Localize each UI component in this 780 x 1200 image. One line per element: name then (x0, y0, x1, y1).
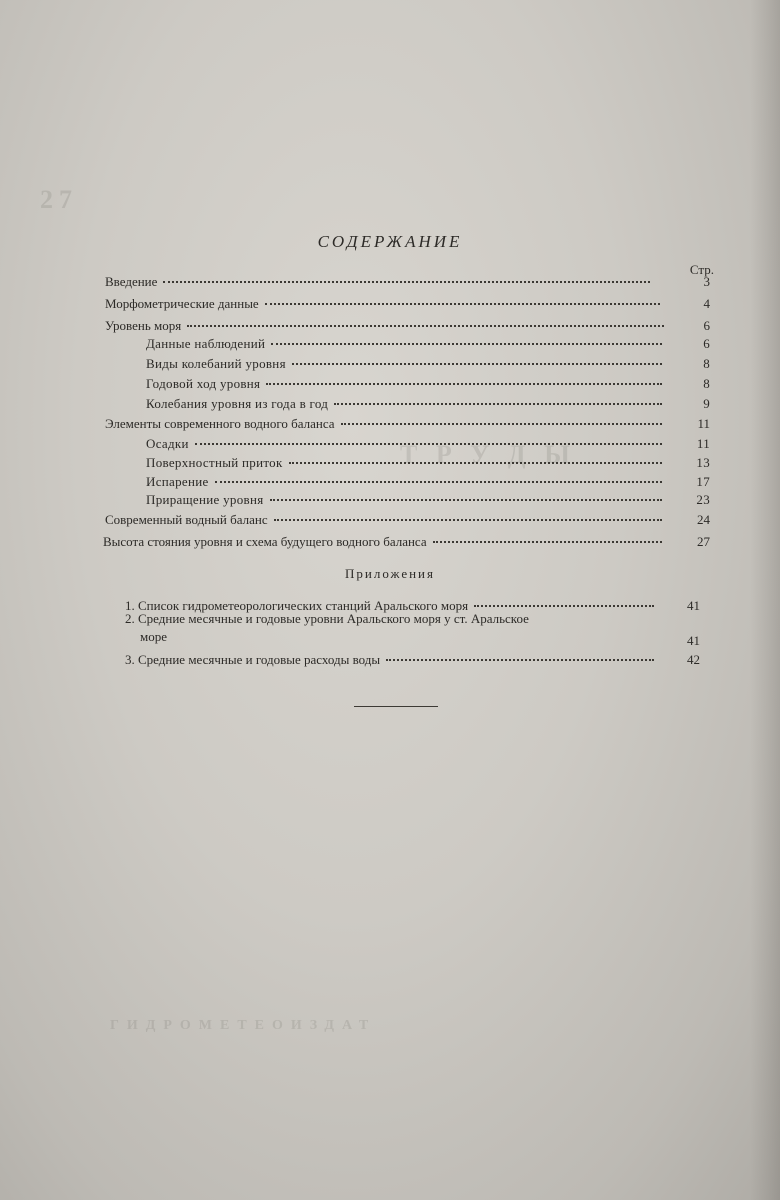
toc-entry-page: 23 (696, 492, 710, 507)
appendix-entry (125, 611, 700, 629)
toc-entry-label: Современный водный баланс (105, 512, 268, 527)
toc-subentry (146, 356, 710, 374)
bleed-through-mark: 27 (40, 185, 78, 214)
appendix-entry-label-cont: море (140, 629, 167, 644)
toc-entry-page: 8 (703, 376, 710, 391)
appendix-entry-label: 1. Список гидрометеорологических станций Аральского моря (125, 598, 469, 613)
leader-dots (187, 325, 664, 327)
closing-rule (354, 706, 438, 707)
toc-entry-label: Осадки (146, 436, 189, 451)
toc-entry-page: 17 (696, 474, 710, 489)
leader-dots (163, 281, 650, 283)
toc-entry-page: 27 (697, 534, 710, 549)
leader-dots (195, 443, 662, 445)
toc-entry-label: Поверхностный приток (146, 455, 283, 470)
toc-entry (105, 512, 710, 530)
toc-entry (105, 416, 710, 434)
leader-dots (341, 423, 662, 425)
leader-dots (386, 659, 654, 661)
toc-subentry (146, 336, 710, 354)
toc-entry-page: 8 (703, 356, 710, 371)
toc-entry-page: 6 (703, 318, 710, 333)
toc-entry-page: 9 (703, 396, 710, 411)
toc-entry-label: Элементы современного водного баланса (105, 416, 335, 431)
leader-dots (433, 541, 662, 543)
toc-subentry (146, 492, 710, 510)
toc-entry-label: Уровень моря (105, 318, 182, 333)
toc-entry-label: Высота стояния уровня и схема будущего водного баланса (103, 534, 427, 549)
leader-dots (266, 383, 662, 385)
page-title: СОДЕРЖАНИЕ (317, 232, 463, 251)
toc-entry-page: 24 (697, 512, 710, 527)
appendix-entry-continuation (140, 629, 700, 647)
leader-dots (215, 481, 662, 483)
toc-subentry (146, 474, 710, 492)
toc-entry-label: Введение (105, 274, 158, 289)
page-column-header: Стр. (689, 262, 714, 277)
toc-entry (105, 296, 710, 314)
toc-entry-page: 13 (696, 455, 710, 470)
leader-dots (274, 519, 662, 521)
toc-subentry (146, 396, 710, 414)
toc-entry-label: Приращение уровня (146, 492, 264, 507)
toc-entry (105, 274, 710, 292)
toc-entry-label: Испарение (146, 474, 209, 489)
toc-entry-label: Колебания уровня из года в год (146, 396, 329, 411)
toc-entry-label: Данные наблюдений (146, 336, 266, 351)
appendix-entry-page: 41 (687, 598, 700, 613)
toc-entry (103, 534, 710, 552)
leader-dots (289, 462, 662, 464)
appendix-entry (125, 652, 700, 670)
toc-entry-page: 3 (703, 274, 710, 289)
toc-subentry (146, 436, 710, 454)
bleed-through-mark: Т Р У Д Ы (400, 440, 576, 469)
toc-entry-page: 6 (703, 336, 710, 351)
appendix-entry-label: 2. Средние месячные и годовые уровни Аральского моря у ст. Аральское (125, 611, 529, 626)
toc-entry-label: Виды колебаний уровня (146, 356, 286, 371)
toc-entry (105, 318, 710, 336)
leader-dots (292, 363, 662, 365)
leader-dots (271, 343, 662, 345)
toc-entry-label: Годовой ход уровня (146, 376, 261, 391)
leader-dots (265, 303, 660, 305)
bleed-through-mark: ГИДРОМЕТЕОИЗДАТ (110, 1018, 377, 1033)
appendix-title: Приложения (345, 566, 435, 581)
toc-entry-page: 11 (697, 416, 710, 431)
toc-subentry (146, 376, 710, 394)
toc-entry-page: 4 (703, 296, 710, 311)
appendix-entry-label: 3. Средние месячные и годовые расходы воды (125, 652, 381, 667)
leader-dots (474, 605, 654, 607)
toc-entry-label: Морфометрические данные (105, 296, 259, 311)
toc-subentry (146, 455, 710, 473)
toc-entry-page: 11 (696, 436, 710, 451)
leader-dots (334, 403, 662, 405)
appendix-entry-page: 41 (687, 633, 700, 648)
leader-dots (270, 499, 662, 501)
appendix-entry-page: 42 (687, 652, 700, 667)
